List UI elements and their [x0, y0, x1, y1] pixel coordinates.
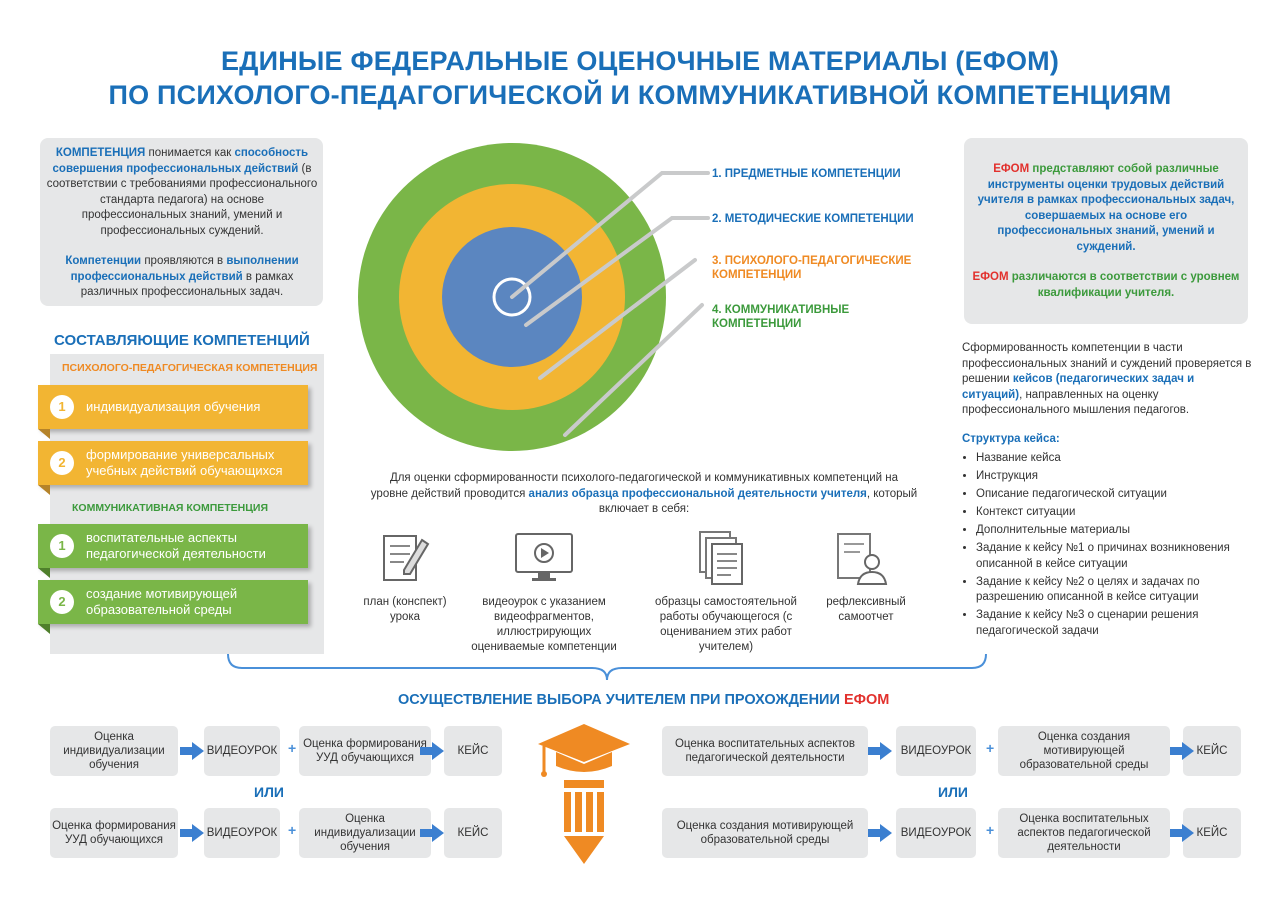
assessment-box: Оценка формирования УУД обучающихся: [50, 808, 178, 858]
plus-sign: +: [986, 740, 995, 756]
assessment-box: Оценка индивидуализации обучения: [299, 808, 431, 858]
competence-rings-diagram: [340, 140, 720, 470]
ring-label-3: 3. ПСИХОЛОГО-ПЕДАГОГИЧЕСКИЕ КОМПЕТЕНЦИИ: [712, 255, 912, 281]
video-monitor-icon: [514, 532, 574, 584]
item-number: 1: [50, 534, 74, 558]
document-pencil-icon: [382, 532, 430, 584]
analysis-text: Для оценки сформированности психолого-педагогической и коммуникативных компетенций на уровне действий проводится анализ образца профессиональной деятельности учителя, который включает в себя:: [370, 472, 918, 515]
method-box: КЕЙС: [1183, 726, 1241, 776]
case-structure-heading: Структура кейса:: [962, 433, 1060, 445]
case-structure-item: • Задание к кейсу №2 о целях и задачах по разрешению описанной в кейсе ситуации: [976, 575, 1252, 606]
assessment-box: Оценка формирования УУД обучающихся: [299, 726, 431, 776]
method-box: ВИДЕОУРОК: [204, 726, 280, 776]
ring-label-2: 2. МЕТОДИЧЕСКИЕ КОМПЕТЕНЦИИ: [712, 213, 914, 225]
page-title: [0, 44, 1280, 112]
case-structure-item: • Задание к кейсу №3 о сценарии решения педагогической задачи: [976, 608, 1252, 639]
psych-competence-heading: ПСИХОЛОГО-ПЕДАГОГИЧЕСКАЯ КОМПЕТЕНЦИЯ: [62, 362, 318, 374]
arrow-right-icon: [420, 742, 444, 760]
psych-item-2: [38, 441, 308, 485]
efom-levels-text: ЕФОМ различаются в соответствии с уровнем квалификации учителя.: [972, 271, 1240, 299]
choice-heading: ОСУЩЕСТВЛЕНИЕ ВЫБОРА УЧИТЕЛЕМ ПРИ ПРОХОЖДЕНИИ ЕФОМ: [398, 692, 890, 708]
psych-item-1: [38, 385, 308, 429]
competence-manifest-text: Компетенции проявляются в выполнении профессиональных действий в рамках различных профессиональных задач.: [65, 255, 299, 298]
method-box: КЕЙС: [444, 808, 502, 858]
band-fold-shadow: [38, 429, 50, 439]
item-number: 2: [50, 451, 74, 475]
assessment-box: Оценка создания мотивирующей образовательной среды: [998, 726, 1170, 776]
item-label: индивидуализация обучения: [86, 399, 261, 414]
analysis-item-label-4: рефлексивный самоотчет: [826, 596, 906, 623]
method-box: КЕЙС: [444, 726, 502, 776]
ring-label-4: 4. КОММУНИКАТИВНЫЕ КОМПЕТЕНЦИИ: [712, 304, 850, 330]
band-fold-shadow: [38, 485, 50, 495]
comm-item-2: [38, 580, 308, 624]
arrow-right-icon: [1170, 742, 1194, 760]
case-structure-item: • Контекст ситуации: [976, 505, 1252, 521]
title-line-1: ЕДИНЫЕ ФЕДЕРАЛЬНЫЕ ОЦЕНОЧНЫЕ МАТЕРИАЛЫ (ЕФОМ): [220, 46, 1060, 76]
or-label-left: ИЛИ: [254, 784, 284, 800]
case-structure-item: • Инструкция: [976, 469, 1252, 485]
plus-sign: +: [288, 740, 297, 756]
arrow-right-icon: [868, 824, 892, 842]
method-box: КЕЙС: [1183, 808, 1241, 858]
case-structure-item: • Описание педагогической ситуации: [976, 487, 1252, 503]
graduation-pencil-icon: [534, 720, 634, 868]
arrow-right-icon: [420, 824, 444, 842]
assessment-box: Оценка воспитательных аспектов педагогической деятельности: [998, 808, 1170, 858]
item-label: создание мотивирующей образовательной среды: [86, 586, 238, 617]
or-label-right: ИЛИ: [938, 784, 968, 800]
plus-sign: +: [288, 822, 297, 838]
assessment-box: Оценка воспитательных аспектов педагогической деятельности: [662, 726, 868, 776]
section-brace: [226, 652, 988, 682]
method-box: ВИДЕОУРОК: [204, 808, 280, 858]
competence-definition-text: КОМПЕТЕНЦИЯ понимается как способность совершения профессиональных действий (в соответствии с требованиями профессионального стандарта педагога) на основе профессиональных знаний, умений и профессиональных суждений.: [46, 147, 318, 237]
plus-sign: +: [986, 822, 995, 838]
case-intro-text: Сформированность компетенции в части профессиональных знаний и суждений проверяется в решении кейсов (педагогических задач и ситуаций), направленных на оценку профессионального мышления педагогов.: [962, 342, 1252, 416]
efom-definition-text: ЕФОМ представляют собой различные инструменты оценки трудовых действий учителя в рамках профессиональных задач, совершаемых на основе его профессиональных знаний, умений и суждений.: [977, 163, 1235, 253]
assessment-box: Оценка индивидуализации обучения: [50, 726, 178, 776]
method-box: ВИДЕОУРОК: [896, 808, 976, 858]
ring-label-1: 1. ПРЕДМЕТНЫЕ КОМПЕТЕНЦИИ: [712, 168, 901, 180]
title-line-2: ПО ПСИХОЛОГО-ПЕДАГОГИЧЕСКОЙ И КОММУНИКАТИВНОЙ КОМПЕТЕНЦИЯМ: [108, 80, 1172, 110]
person-report-icon: [836, 532, 888, 586]
item-label: формирование универсальных учебных действий обучающихся: [86, 447, 283, 478]
case-structure-list: [962, 451, 1252, 642]
analysis-item-label-2: видеоурок с указанием видеофрагментов, иллюстрирующих оцениваемые компетенции: [471, 596, 617, 653]
arrow-right-icon: [180, 742, 204, 760]
item-label: воспитательные аспекты педагогической деятельности: [86, 530, 266, 561]
case-structure-item: • Название кейса: [976, 451, 1252, 467]
analysis-item-label-1: план (конспект) урока: [363, 596, 447, 623]
method-box: ВИДЕОУРОК: [896, 726, 976, 776]
arrow-right-icon: [180, 824, 204, 842]
item-number: 1: [50, 395, 74, 419]
arrow-right-icon: [1170, 824, 1194, 842]
case-structure-item: • Дополнительные материалы: [976, 523, 1252, 539]
band-fold-shadow: [38, 624, 50, 634]
item-number: 2: [50, 590, 74, 614]
analysis-item-label-3: образцы самостоятельной работы обучающегося (с оцениванием этих работ учителем): [655, 596, 797, 653]
components-heading: СОСТАВЛЯЮЩИЕ КОМПЕТЕНЦИЙ: [54, 332, 310, 349]
case-structure-item: • Задание к кейсу №1 о причинах возникновения описанной в кейсе ситуации: [976, 541, 1252, 572]
assessment-box: Оценка создания мотивирующей образовательной среды: [662, 808, 868, 858]
comm-item-1: [38, 524, 308, 568]
documents-stack-icon: [698, 530, 746, 586]
comm-competence-heading: КОММУНИКАТИВНАЯ КОМПЕТЕНЦИЯ: [72, 502, 269, 514]
band-fold-shadow: [38, 568, 50, 578]
arrow-right-icon: [868, 742, 892, 760]
